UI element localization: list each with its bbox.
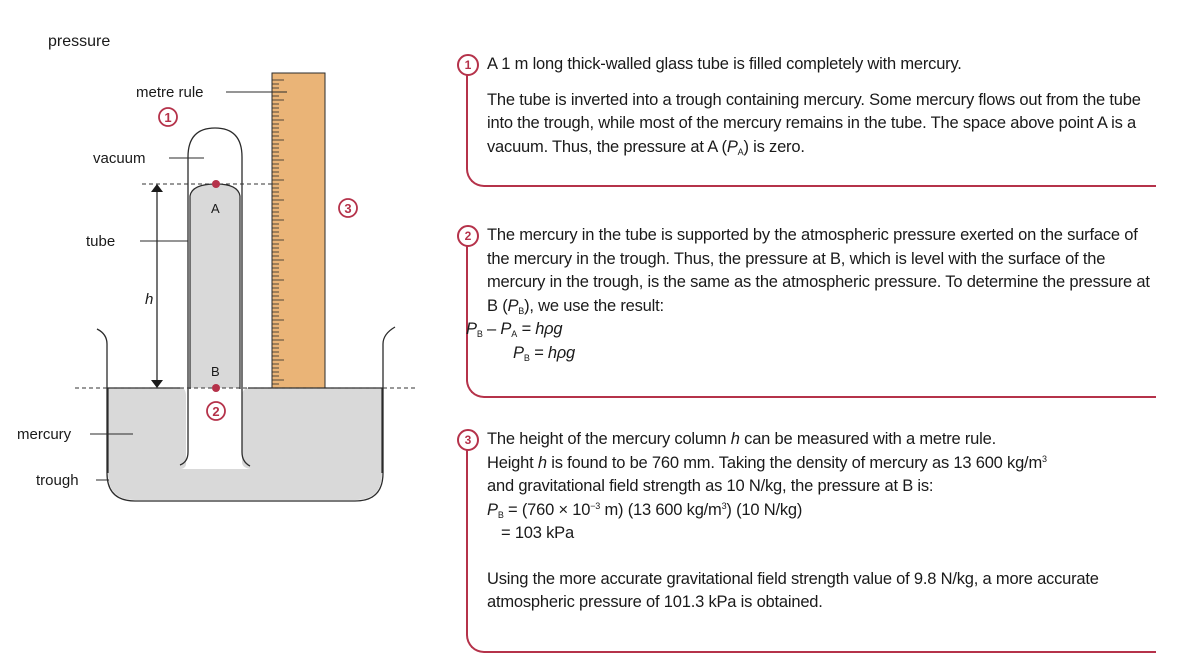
vacuum-label: vacuum xyxy=(93,150,146,167)
step-3-final: Using the more accurate gravitational field strength value of 9.8 N/kg, a more accurate atmospheric pressure of 101.3 kPa is obtained. xyxy=(487,569,1099,611)
svg-text:2: 2 xyxy=(212,404,220,419)
barometer-diagram xyxy=(0,0,460,666)
metre-rule xyxy=(272,73,325,389)
step-1-line-1: A 1 m long thick-walled glass tube is filled completely with mercury. xyxy=(487,55,962,73)
point-b-label: B xyxy=(211,364,220,379)
trough-label: trough xyxy=(36,472,79,489)
step-2-paragraph: The mercury in the tube is supported by the atmospheric pressure exerted on the surface of the mercury in the trough. Thus, the pressure at B, which is level with the surface of the mercury in the trough, is the same as the atmospheric pressure. To determine the pressure at B $(P_B)$, we use the result: xyxy=(487,226,1150,316)
svg-text:3: 3 xyxy=(344,201,352,216)
step-3 xyxy=(466,428,1156,653)
mercury-fill xyxy=(108,388,382,500)
marker-1 xyxy=(159,108,177,126)
step-3-result: = 103 kPa xyxy=(501,524,574,542)
tube-label: tube xyxy=(86,233,116,250)
step-1-body xyxy=(466,53,1156,159)
step-1 xyxy=(466,53,1156,187)
step-3-line-3: and gravitational field strength as 10 N/kg, the pressure at B is: xyxy=(487,477,934,495)
point-a-label: A xyxy=(211,201,220,216)
step-3-body xyxy=(466,428,1156,615)
step-2-equation-2: $P_B = h\rho g$ xyxy=(513,343,576,363)
height-label: h xyxy=(145,291,154,308)
step-2-equation-1: $P_B - P_A = h\rho g$ xyxy=(466,320,563,339)
point-b-dot xyxy=(212,384,220,392)
svg-text:1: 1 xyxy=(164,110,172,125)
step-1-number: 1 xyxy=(457,54,479,76)
diagram-title: pressure xyxy=(48,33,111,50)
step-3-number: 3 xyxy=(457,429,479,451)
mercury-label: mercury xyxy=(17,426,72,443)
step-3-line-1: The height of the mercury column h can be measured with a metre rule. xyxy=(487,430,996,448)
step-2-number: 2 xyxy=(457,225,479,247)
step-1-paragraph-2: The tube is inverted into a trough containing mercury. Some mercury flows out from the tube into the trough, while most of the mercury remains in the tube. The space above point A is a vacuum. Thus, the pressure at A $(P_A)$ is zero. xyxy=(487,90,1141,157)
step-2-body xyxy=(466,224,1156,365)
metre-rule-label: metre rule xyxy=(136,84,204,101)
point-a-dot xyxy=(212,180,220,188)
marker-2 xyxy=(207,402,225,420)
height-arrow xyxy=(151,184,163,388)
step-3-line-2: Height h is found to be 760 mm. Taking the density of mercury as 13 600 $kg/m^3$ xyxy=(487,453,1047,472)
step-2 xyxy=(466,224,1156,398)
step-3-calculation: $P_B = (760 \times 10^{-3}$ m) (13 600 $kg/m^3$) (10 N/kg) xyxy=(487,500,803,520)
marker-3 xyxy=(339,199,357,217)
